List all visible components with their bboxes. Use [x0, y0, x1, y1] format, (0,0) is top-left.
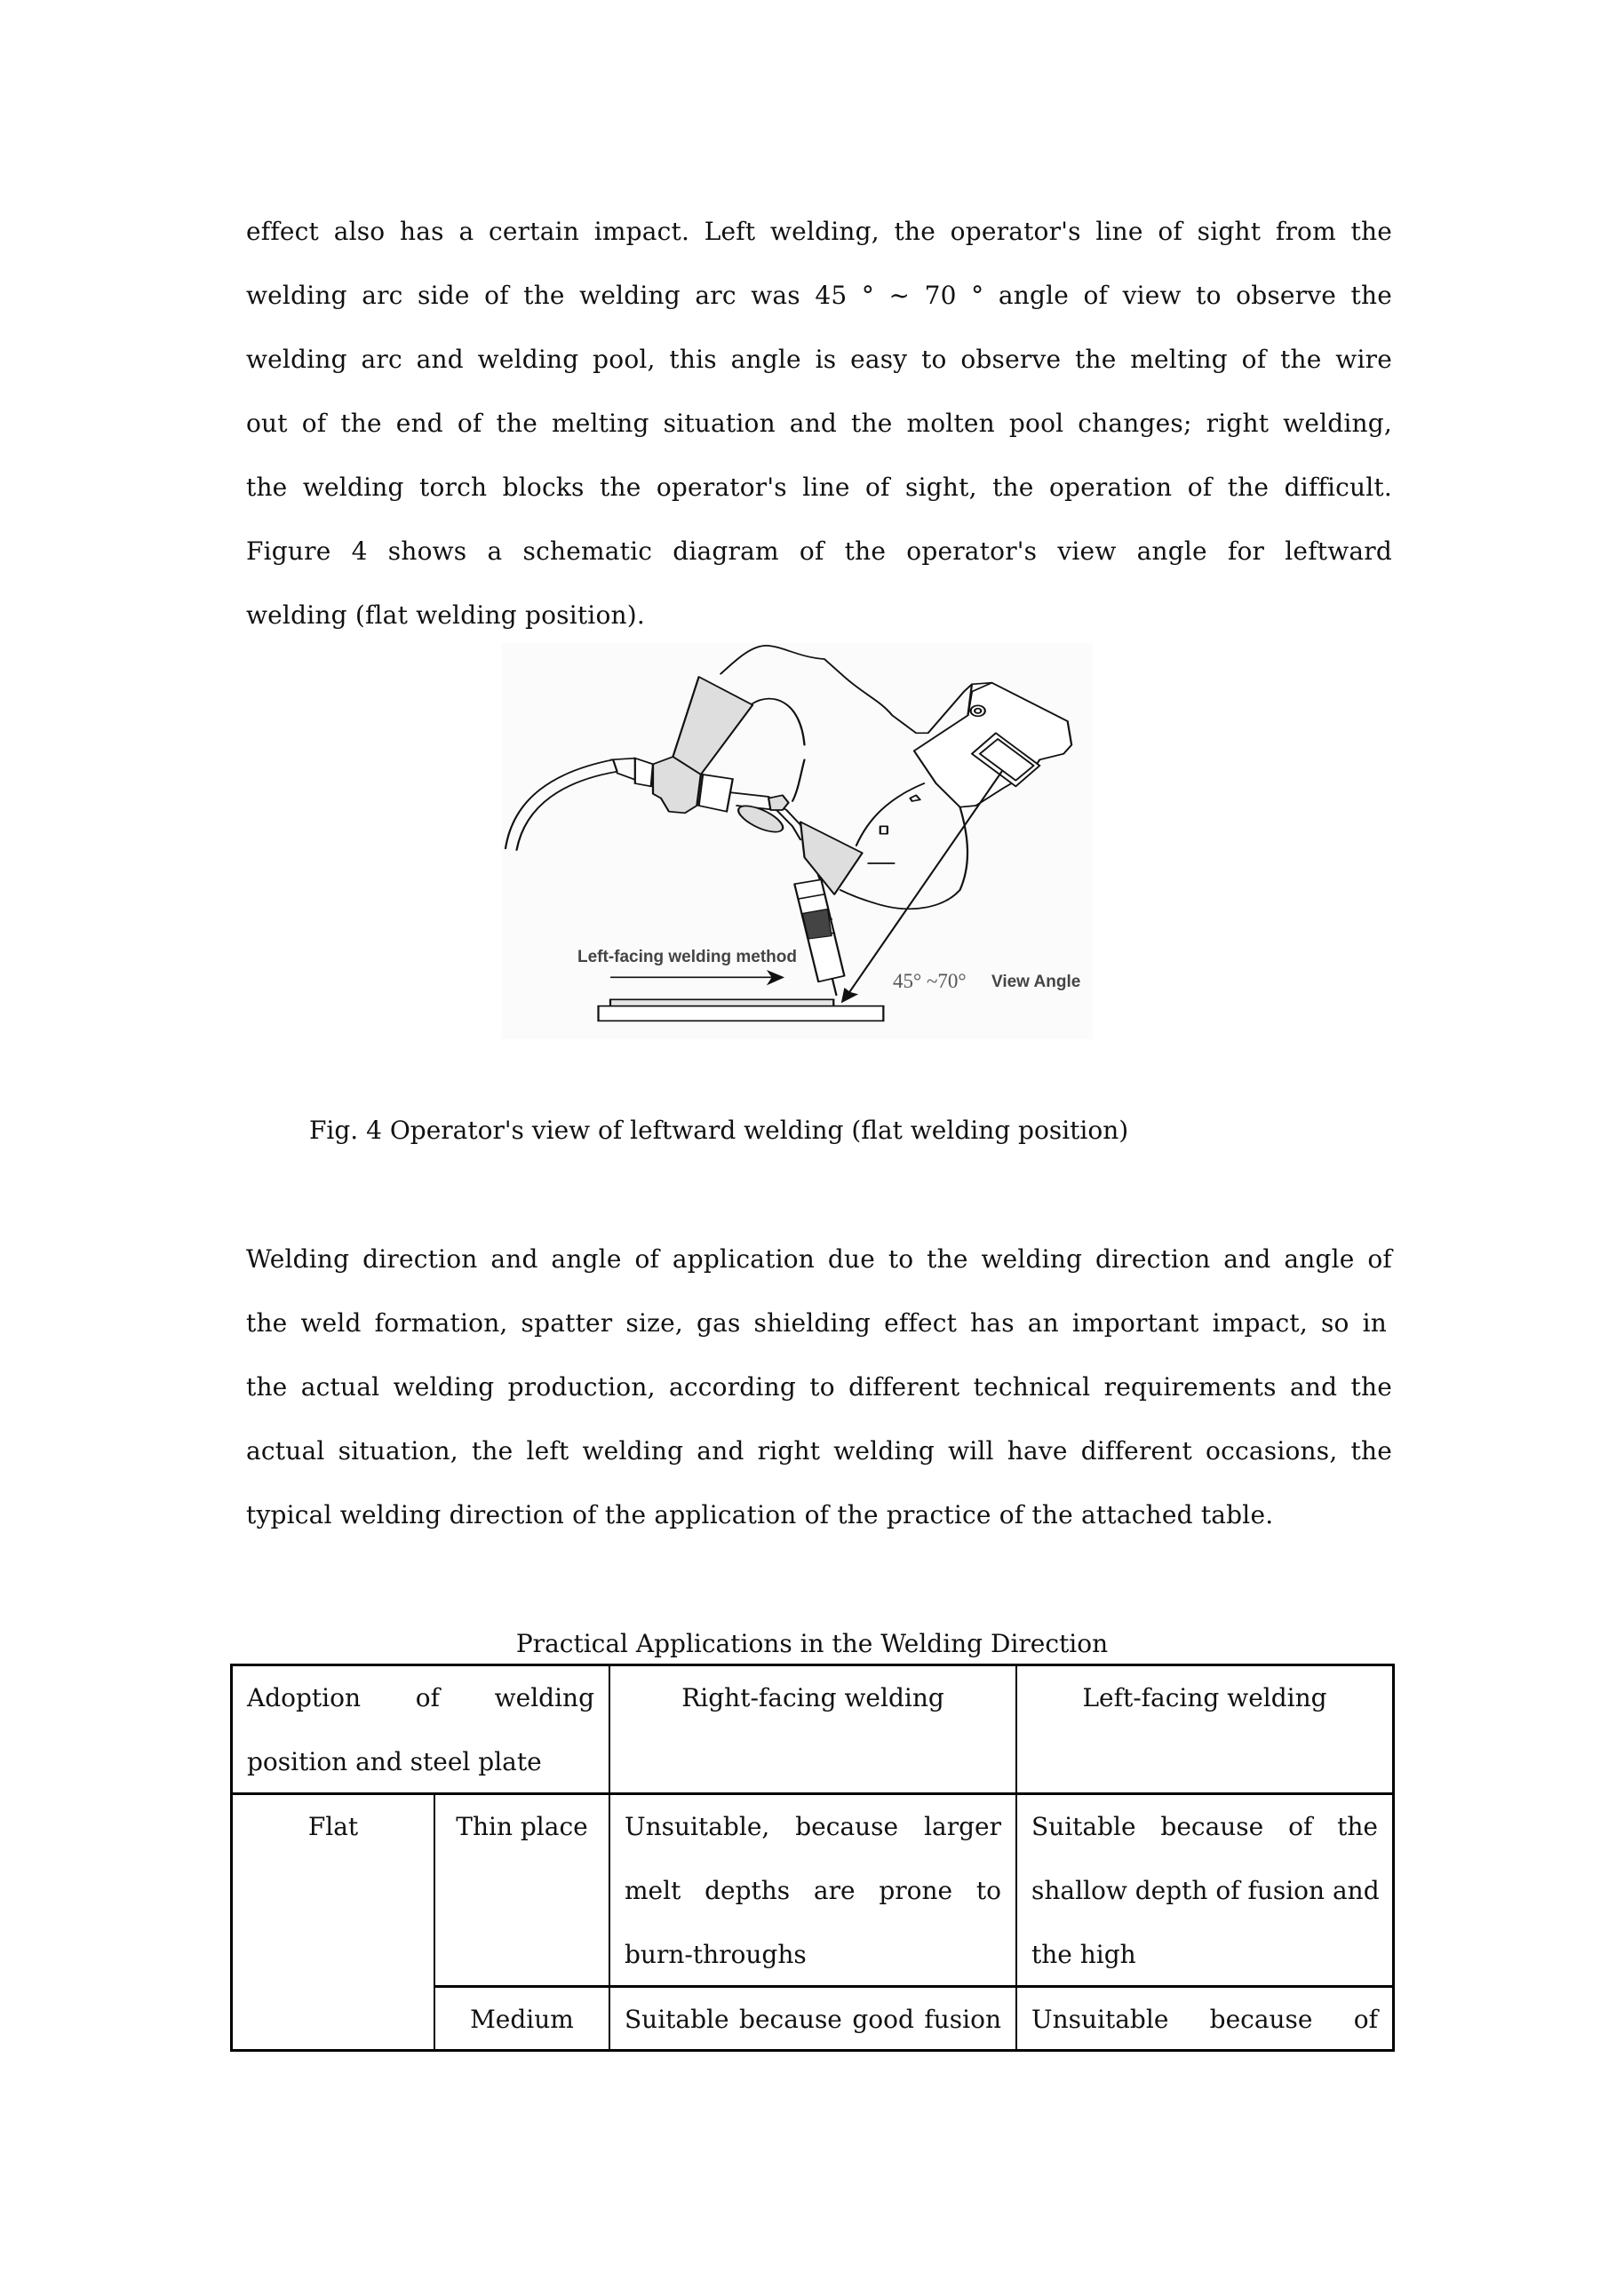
- header-text: Left-facing welding: [1082, 1683, 1327, 1712]
- operator-back: [720, 646, 972, 733]
- table-border-bottom: [230, 2049, 1395, 2052]
- cell-text: Suitable because of the: [1031, 1812, 1378, 1841]
- cell-text: Unsuitable because of: [1031, 2005, 1378, 2034]
- cell-text: melt depths are prone to: [625, 1876, 1001, 1905]
- cell-text: Unsuitable, because larger: [625, 1812, 1001, 1841]
- table-title: Practical Applications in the Welding Direction: [515, 1629, 1109, 1658]
- operator-arm: [752, 699, 804, 745]
- cell-position-flat: [233, 1795, 434, 2049]
- paragraph-line: the actual welding production, according to different technical requirements and the: [246, 1372, 1392, 1402]
- cell-left-thin: [1017, 1795, 1392, 1985]
- welding-cable: [506, 759, 617, 850]
- table-border-right: [1392, 1664, 1395, 2052]
- welding-operator-diagram: [498, 632, 1119, 1059]
- paragraph-line: the weld formation, spatter size, gas shielding effect has an important impact, so in: [246, 1308, 1387, 1338]
- torch-knurl: [802, 910, 832, 939]
- paragraph-line: welding arc side of the welding arc was 45 ° ~ 70 ° angle of view to observe the: [246, 281, 1392, 310]
- paragraph-line: welding (flat welding position).: [246, 600, 645, 630]
- paragraph-line: effect also has a certain impact. Left welding, the operator's line of sight from the: [246, 217, 1392, 246]
- cell-thickness-thin: [435, 1795, 609, 1985]
- paragraph-line: typical welding direction of the application of the practice of the attached table.: [246, 1500, 1274, 1529]
- cell-left-medium: [1017, 1988, 1392, 2049]
- view-arrowhead: [841, 988, 858, 1003]
- angle-label: 45° ~70°: [893, 970, 967, 992]
- cell-thickness-medium: [435, 1988, 609, 2049]
- direction-label: Left-facing welding method: [577, 948, 797, 966]
- cell-right-medium: [610, 1988, 1015, 2049]
- paragraph-line: Figure 4 shows a schematic diagram of the operator's view angle for leftward: [246, 536, 1392, 566]
- header-text: position and steel plate: [247, 1747, 542, 1776]
- header-text: Right-facing welding: [681, 1683, 944, 1712]
- cell-text: Thin place: [456, 1812, 588, 1841]
- operator-torso: [840, 783, 967, 909]
- cell-text: Flat: [307, 1812, 359, 1841]
- paragraph-line: welding arc and welding pool, this angle is easy to observe the melting of the wire: [246, 345, 1392, 374]
- paragraph-line: the welding torch blocks the operator's line of sight, the operation of the difficult.: [246, 473, 1392, 502]
- cell-right-thin: [610, 1795, 1015, 1985]
- cell-text: Medium: [470, 2005, 574, 2034]
- paragraph-line: actual situation, the left welding and right welding will have different occasions, the: [246, 1436, 1392, 1466]
- view-angle-label: View Angle: [991, 973, 1081, 991]
- view-angle-line: [844, 772, 1001, 1000]
- paragraph-line: out of the end of the melting situation and the molten pool changes; right welding,: [246, 409, 1392, 438]
- cell-text: burn-throughs: [625, 1940, 807, 1969]
- torch-switch: [699, 775, 733, 812]
- cell-text: shallow depth of fusion and: [1031, 1876, 1380, 1905]
- figure-caption: Fig. 4 Operator's view of leftward welding (flat welding position): [309, 1116, 1129, 1145]
- header-cell-position: [233, 1666, 609, 1792]
- base-plate: [599, 1006, 884, 1021]
- cell-text: the high: [1031, 1940, 1136, 1969]
- header-cell-left-facing: [1017, 1666, 1392, 1792]
- operator-glove-upper: [673, 677, 752, 775]
- header-cell-right-facing: [610, 1666, 1015, 1792]
- cell-text: Suitable because good fusion: [625, 2005, 1001, 2034]
- paragraph-line: Welding direction and angle of application due to the welding direction and angle of: [246, 1244, 1392, 1274]
- header-text: Adoption of welding: [247, 1683, 594, 1712]
- top-plate: [610, 999, 833, 1005]
